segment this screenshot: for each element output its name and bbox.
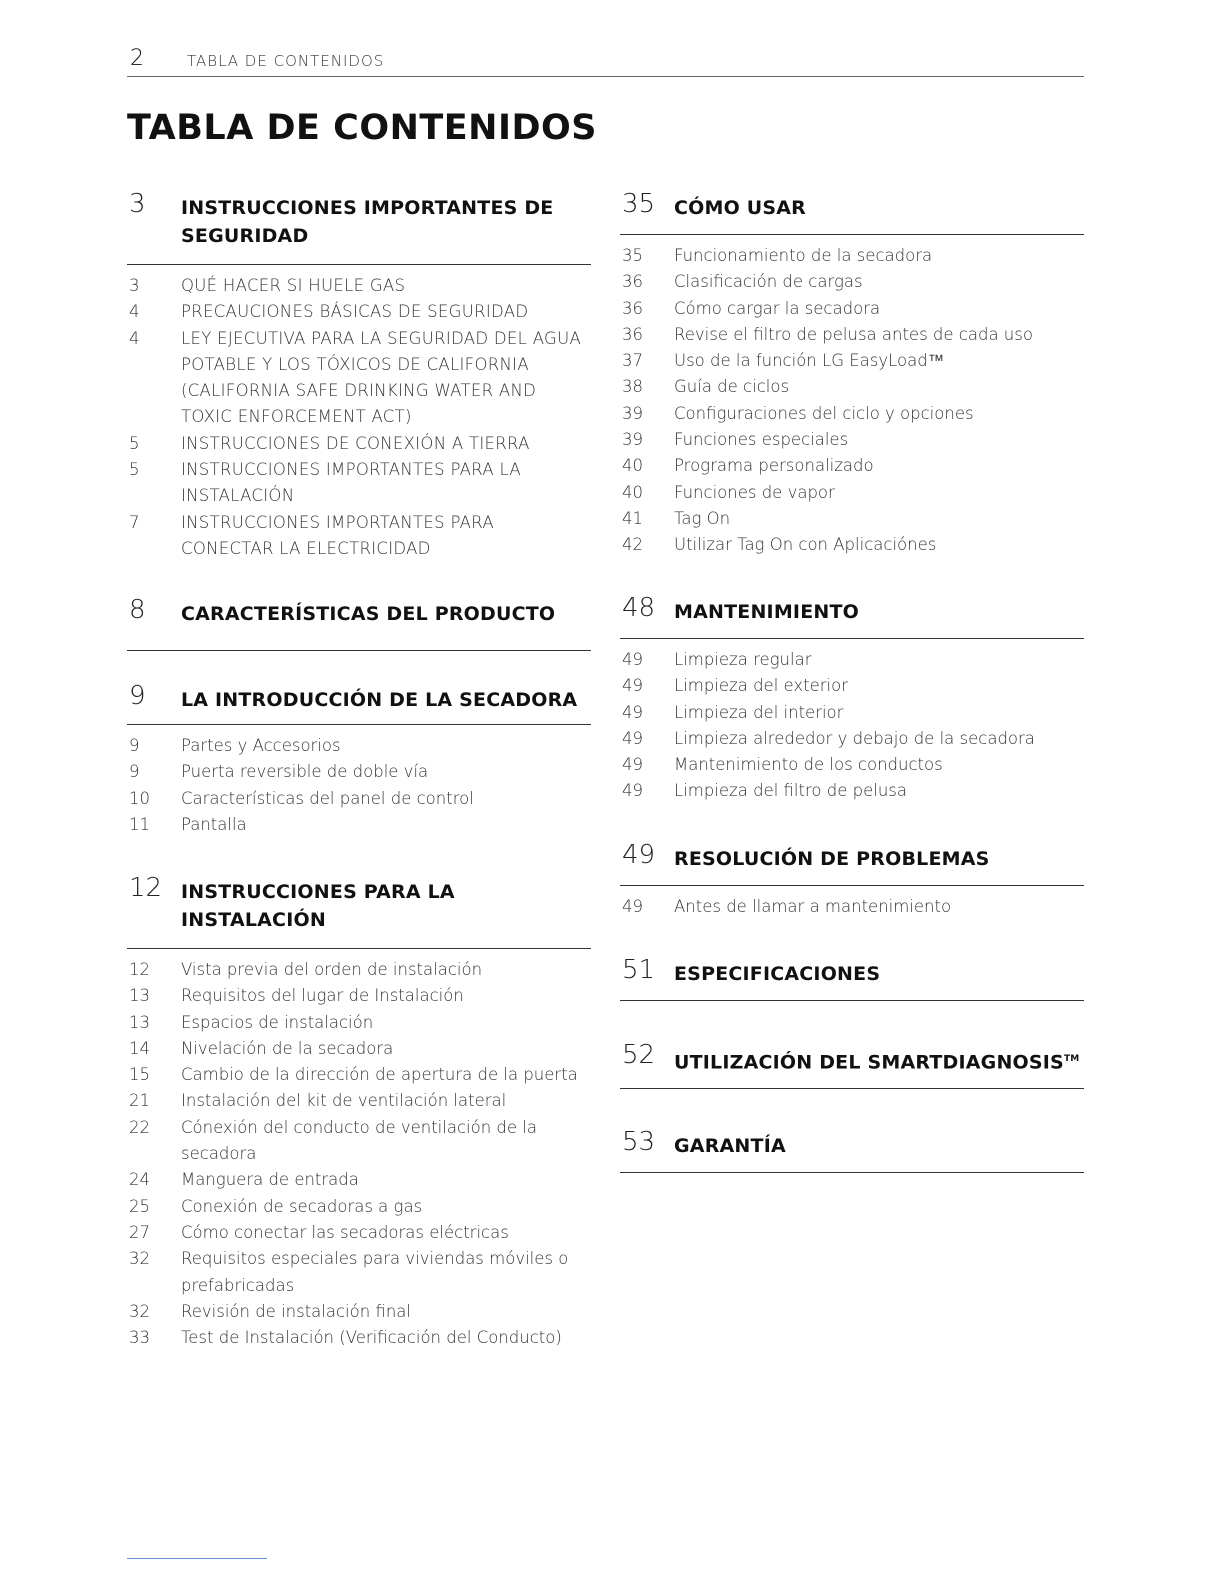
entry-page-number: 25 (129, 1196, 150, 1216)
entry-page-number: 5 (129, 433, 140, 453)
entry-list (620, 647, 1084, 805)
toc-entry[interactable] (620, 269, 1084, 295)
entry-page-number: 32 (129, 1301, 150, 1321)
toc-entry[interactable] (620, 506, 1084, 532)
toc-entry[interactable] (127, 1115, 591, 1168)
section-heading[interactable] (127, 681, 591, 725)
entry-title: INSTRUCCIONES IMPORTANTES PARA CONECTAR LA ELECTRICIDAD (181, 512, 494, 558)
entry-title: Limpieza regular (674, 650, 812, 669)
section-heading[interactable] (127, 595, 591, 651)
entry-title: Mantenimiento de los conductos (674, 755, 943, 775)
toc-entry[interactable] (620, 348, 1084, 374)
entry-page-number: 49 (622, 676, 643, 696)
toc-entry[interactable] (620, 243, 1084, 269)
section-title: RESOLUCIÓN DE PROBLEMAS (674, 848, 990, 870)
section-page-number: 9 (129, 681, 146, 711)
toc-entry[interactable] (127, 1036, 591, 1062)
toc-entry[interactable] (127, 1167, 591, 1193)
entry-page-number: 49 (622, 728, 643, 748)
toc-entry[interactable] (127, 1088, 591, 1114)
entry-page-number: 32 (129, 1249, 150, 1269)
section-warranty (620, 1127, 1084, 1173)
section-heading[interactable] (127, 189, 591, 265)
entry-page-number: 7 (129, 512, 140, 532)
page-header (127, 44, 1084, 77)
section-heading[interactable] (620, 840, 1084, 886)
entry-page-number: 15 (129, 1065, 150, 1085)
entry-title: Cambio de la dirección de apertura de la puerta (181, 1065, 578, 1085)
entry-page-number: 37 (622, 351, 643, 371)
entry-title: Configuraciones del ciclo y opciones (674, 403, 974, 423)
entry-list (620, 243, 1084, 559)
page-title: TABLA DE CONTENIDOS (127, 108, 597, 148)
entry-page-number: 22 (129, 1117, 150, 1137)
entry-list (620, 894, 1084, 920)
section-page-number: 3 (129, 189, 146, 219)
toc-entry[interactable] (127, 1010, 591, 1036)
toc-entry[interactable] (127, 1220, 591, 1246)
toc-entry[interactable] (620, 673, 1084, 699)
trademark-sup: TM (1063, 1054, 1080, 1064)
entry-page-number: 49 (622, 781, 643, 801)
toc-entry[interactable] (127, 431, 591, 457)
entry-title: Clasificación de cargas (674, 272, 863, 292)
entry-page-number: 12 (129, 960, 150, 979)
toc-entry[interactable] (620, 894, 1084, 920)
section-page-number: 51 (622, 955, 656, 985)
entry-title: Programa personalizado (674, 456, 874, 476)
section-page-number: 8 (129, 595, 146, 625)
entry-page-number: 35 (622, 246, 643, 265)
entry-page-number: 14 (129, 1038, 150, 1058)
entry-title: QUÉ HACER SI HUELE GAS (181, 276, 406, 295)
section-title-text: UTILIZACIÓN DEL SMARTDIAGNOSIS (674, 1051, 1064, 1074)
entry-page-number: 38 (622, 377, 643, 397)
section-title: LA INTRODUCCIÓN DE LA SECADORA (181, 689, 578, 711)
section-dryer-introduction (127, 681, 591, 838)
entry-title: Pantalla (181, 814, 247, 834)
section-product-features (127, 595, 591, 651)
entry-title: Nivelación de la secadora (181, 1038, 394, 1058)
section-heading[interactable] (127, 873, 591, 949)
toc-entry[interactable] (127, 299, 591, 325)
section-page-number: 48 (622, 593, 656, 623)
entry-page-number: 4 (129, 302, 140, 322)
entry-title: INSTRUCCIONES IMPORTANTES PARA LA INSTALACIÓN (181, 460, 521, 506)
entry-page-number: 33 (129, 1328, 150, 1348)
toc-entry[interactable] (620, 752, 1084, 778)
entry-page-number: 49 (622, 897, 643, 916)
entry-page-number: 49 (622, 650, 643, 669)
section-heading[interactable] (620, 189, 1084, 235)
section-title: INSTRUCCIONES IMPORTANTES DE SEGURIDAD (181, 197, 554, 247)
section-page-number: 49 (622, 840, 656, 870)
entry-title: Antes de llamar a mantenimiento (674, 897, 952, 916)
section-maintenance (620, 593, 1084, 805)
entry-page-number: 13 (129, 986, 150, 1006)
entry-title: Uso de la función LG EasyLoad™ (674, 351, 945, 371)
toc-entry[interactable] (127, 733, 591, 759)
section-heading[interactable] (620, 1127, 1084, 1173)
entry-list (127, 733, 591, 838)
entry-title: Limpieza alrededor y debajo de la secadora (674, 728, 1035, 748)
entry-page-number: 40 (622, 482, 643, 502)
toc-entry[interactable] (127, 1246, 591, 1299)
section-title: CÓMO USAR (674, 197, 807, 219)
entry-list (127, 273, 591, 562)
toc-entry[interactable] (620, 374, 1084, 400)
toc-entry[interactable] (127, 273, 591, 299)
entry-title: Manguera de entrada (181, 1170, 359, 1190)
entry-page-number: 10 (129, 788, 150, 808)
entry-title: Cómo conectar las secadoras eléctricas (181, 1222, 509, 1242)
section-installation (127, 873, 591, 1351)
entry-title: INSTRUCCIONES DE CONEXIÓN A TIERRA (181, 433, 530, 453)
entry-page-number: 13 (129, 1012, 150, 1032)
toc-entry[interactable] (127, 1194, 591, 1220)
toc-entry[interactable] (127, 983, 591, 1009)
entry-title: Limpieza del exterior (674, 676, 849, 696)
toc-entry[interactable] (620, 726, 1084, 752)
entry-title: LEY EJECUTIVA PARA LA SEGURIDAD DEL AGUA POTABLE Y LOS TÓXICOS DE CALIFORNIA (CALIFORNIA SAFE DRINKING WATER AND TOXIC ENFORCEMENT ACT) (181, 328, 582, 427)
entry-title: Vista previa del orden de instalación (181, 960, 483, 979)
entry-title: Espacios de instalación (181, 1012, 374, 1032)
entry-page-number: 42 (622, 535, 643, 555)
toc-entry[interactable] (620, 296, 1084, 322)
toc-entry[interactable] (127, 1299, 591, 1325)
entry-page-number: 9 (129, 736, 140, 755)
section-smartdiagnosis (620, 1040, 1084, 1089)
entry-page-number: 49 (622, 755, 643, 775)
toc-entry[interactable] (620, 700, 1084, 726)
toc-entry[interactable] (127, 1062, 591, 1088)
entry-title: Funciones de vapor (674, 482, 835, 502)
entry-title: Tag On (674, 508, 731, 528)
entry-page-number: 27 (129, 1222, 150, 1242)
entry-title: Funcionamiento de la secadora (674, 246, 933, 265)
entry-title: Revise el filtro de pelusa antes de cada uso (674, 324, 1033, 344)
entry-page-number: 40 (622, 456, 643, 476)
section-title: GARANTÍA (674, 1135, 786, 1157)
section-heading[interactable] (620, 1040, 1084, 1089)
section-troubleshooting (620, 840, 1084, 920)
section-specifications (620, 955, 1084, 1001)
toc-entry[interactable] (620, 647, 1084, 673)
footer-rule (127, 1558, 267, 1559)
entry-title: Características del panel de control (181, 788, 474, 808)
section-heading[interactable] (620, 955, 1084, 1001)
section-page-number: 53 (622, 1127, 656, 1157)
entry-page-number: 24 (129, 1170, 150, 1190)
entry-list (127, 957, 591, 1351)
entry-page-number: 21 (129, 1091, 150, 1111)
toc-entry[interactable] (127, 510, 591, 563)
entry-title: Guía de ciclos (674, 377, 790, 397)
entry-page-number: 41 (622, 508, 643, 528)
page-number: 2 (130, 46, 144, 71)
toc-entry[interactable] (620, 322, 1084, 348)
entry-page-number: 39 (622, 403, 643, 423)
toc-entry[interactable] (620, 427, 1084, 453)
entry-page-number: 9 (129, 762, 140, 782)
entry-page-number: 39 (622, 430, 643, 450)
header-title: TABLA DE CONTENIDOS (187, 52, 385, 70)
toc-entry[interactable] (127, 326, 591, 431)
entry-page-number: 4 (129, 328, 140, 348)
entry-page-number: 36 (622, 298, 643, 318)
section-title: ESPECIFICACIONES (674, 963, 881, 985)
toc-entry[interactable] (620, 401, 1084, 427)
toc-entry[interactable] (127, 759, 591, 785)
section-title: CARACTERÍSTICAS DEL PRODUCTO (181, 603, 556, 625)
entry-title: Requisitos especiales para viviendas móviles o prefabricadas (181, 1249, 569, 1295)
entry-page-number: 3 (129, 276, 140, 295)
toc-entry[interactable] (620, 532, 1084, 558)
entry-title: Conexión de secadoras a gas (181, 1196, 423, 1216)
toc-entry[interactable] (620, 453, 1084, 479)
section-safety (127, 189, 591, 562)
toc-entry[interactable] (620, 480, 1084, 506)
toc-entry[interactable] (127, 1325, 591, 1351)
section-title (674, 1045, 1084, 1076)
entry-title: Instalación del kit de ventilación lateral (181, 1091, 507, 1111)
section-title: MANTENIMIENTO (674, 601, 859, 623)
entry-page-number: 49 (622, 702, 643, 722)
section-page-number: 12 (129, 873, 163, 903)
section-title: INSTRUCCIONES PARA LA INSTALACIÓN (181, 881, 455, 931)
entry-title: Puerta reversible de doble vía (181, 762, 429, 782)
entry-title: Limpieza del interior (674, 702, 844, 722)
entry-title: Requisitos del lugar de Instalación (181, 986, 464, 1006)
entry-title: Revisión de instalación final (181, 1301, 411, 1321)
toc-entry[interactable] (127, 786, 591, 812)
section-how-to-use (620, 189, 1084, 559)
entry-title: Utilizar Tag On con Aplicaciónes (674, 535, 937, 555)
entry-page-number: 5 (129, 460, 140, 480)
entry-title: Cónexión del conducto de ventilación de la secadora (181, 1117, 537, 1164)
section-heading[interactable] (620, 593, 1084, 639)
entry-title: Cómo cargar la secadora (674, 298, 881, 318)
toc-entry[interactable] (127, 957, 591, 983)
entry-title: Test de Instalación (Verificación del Conducto) (181, 1328, 562, 1348)
entry-title: Partes y Accesorios (181, 736, 341, 755)
section-page-number: 52 (622, 1040, 656, 1070)
entry-page-number: 36 (622, 324, 643, 344)
entry-title: Limpieza del filtro de pelusa (674, 781, 907, 801)
toc-entry[interactable] (620, 778, 1084, 804)
toc-entry[interactable] (127, 457, 591, 510)
entry-title: Funciones especiales (674, 430, 849, 450)
entry-page-number: 36 (622, 272, 643, 292)
entry-title: PRECAUCIONES BÁSICAS DE SEGURIDAD (181, 302, 529, 322)
toc-entry[interactable] (127, 812, 591, 838)
section-page-number: 35 (622, 189, 656, 219)
entry-page-number: 11 (129, 814, 150, 834)
